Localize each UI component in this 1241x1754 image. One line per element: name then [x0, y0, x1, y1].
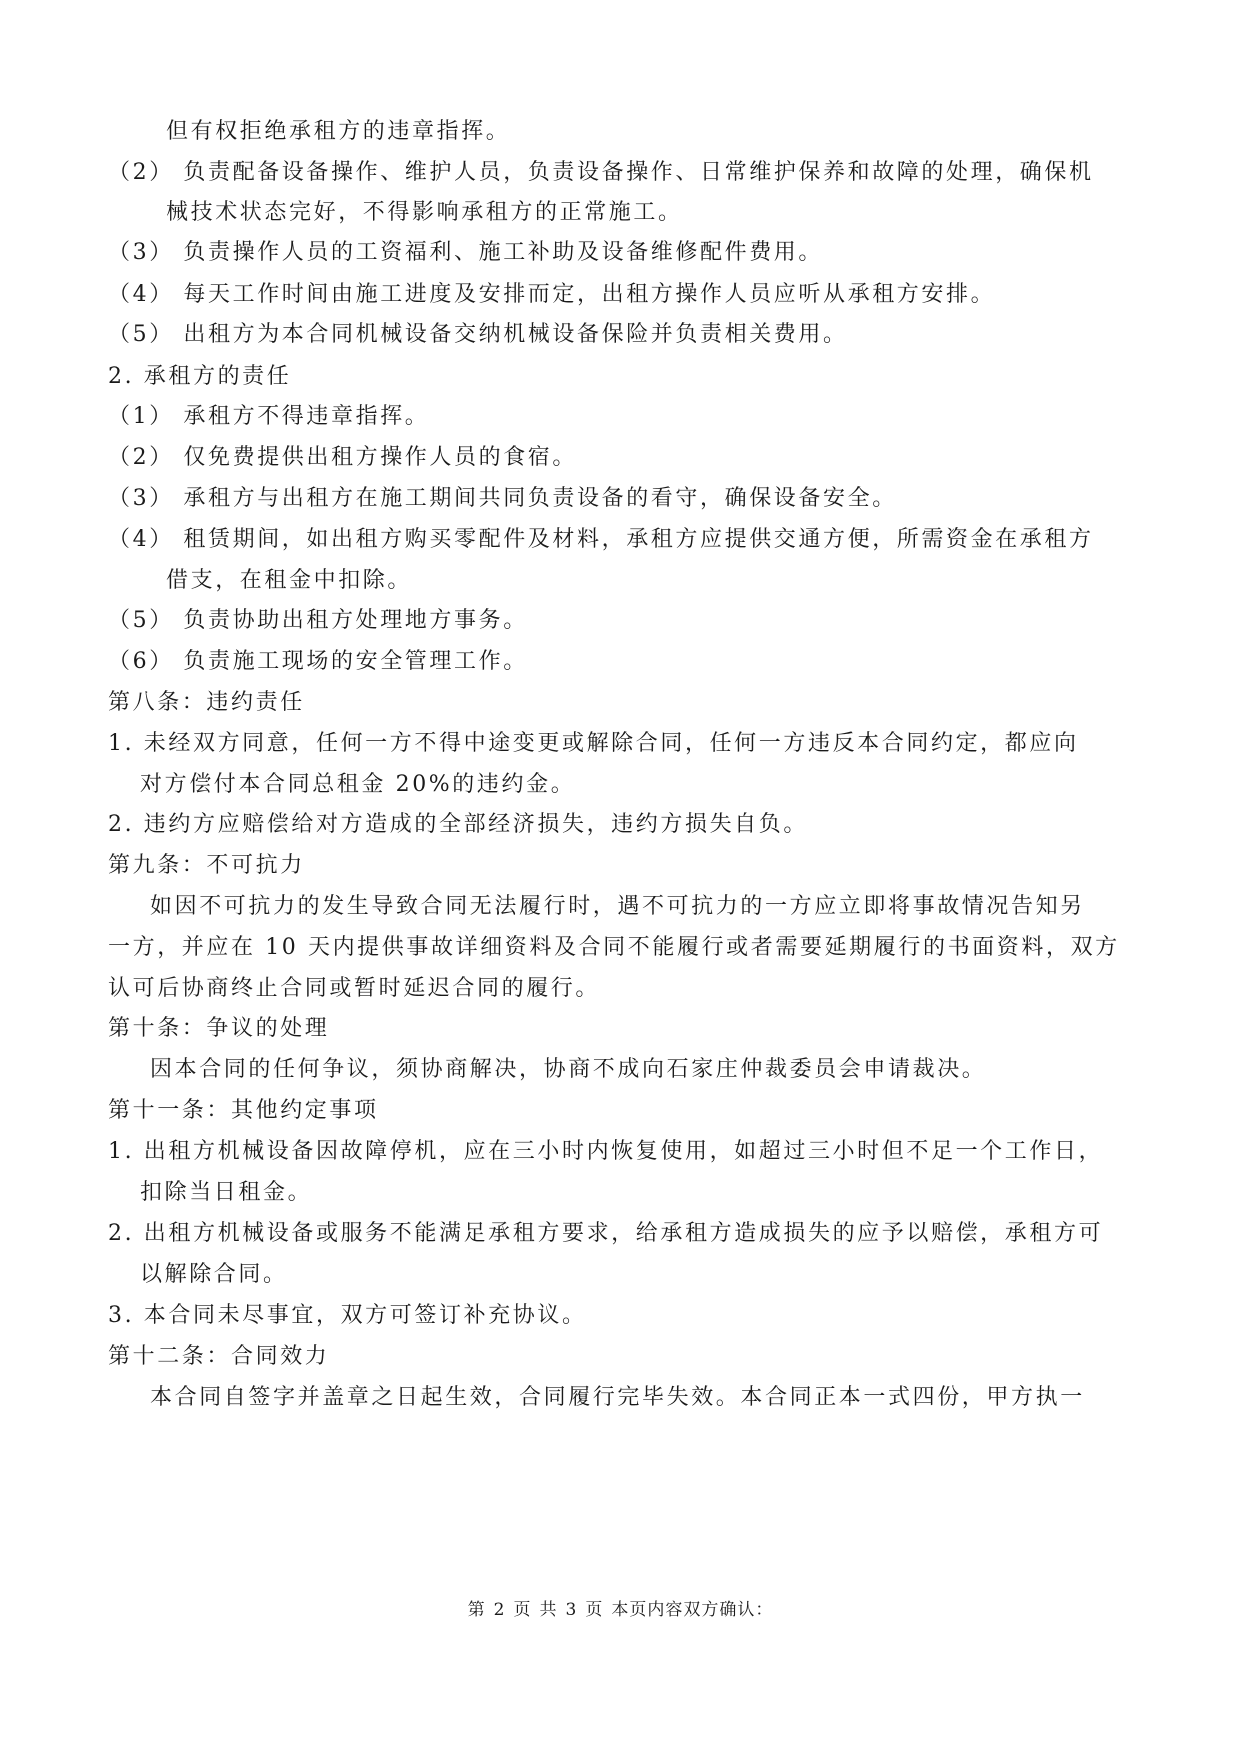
clause-item: （4） 租赁期间，如出租方购买零配件及材料，承租方应提供交通方便，所需资金在承租方	[108, 527, 1094, 552]
page-footer	[0, 1598, 1241, 1622]
footer-page-number: 2	[493, 1600, 506, 1620]
clause-item: （3） 负责操作人员的工资福利、施工补助及设备维修配件费用。	[108, 240, 823, 265]
clause-item: 1. 未经双方同意，任何一方不得中途变更或解除合同，任何一方违反本合同约定，都应向	[108, 731, 1079, 756]
clause-item: 2. 出租方机械设备或服务不能满足承租方要求，给承租方造成损失的应予以赔偿，承租方可	[108, 1221, 1104, 1246]
footer-total-unit: 页	[585, 1600, 604, 1620]
clause-item: （5） 负责协助出租方处理地方事务。	[108, 608, 528, 633]
article-heading: 第十二条：合同效力	[108, 1344, 330, 1369]
footer-confirm-text: 本页内容双方确认：	[611, 1600, 774, 1620]
paragraph-line: 认可后协商终止合同或暂时延迟合同的履行。	[108, 976, 601, 1001]
clause-item: （4） 每天工作时间由施工进度及安排而定，出租方操作人员应听从承租方安排。	[108, 282, 996, 307]
clause-item: （1） 承租方不得违章指挥。	[108, 404, 430, 429]
paragraph-line: 本合同自签字并盖章之日起生效，合同履行完毕失效。本合同正本一式四份，甲方执一	[150, 1385, 1085, 1410]
clause-item: （6） 负责施工现场的安全管理工作。	[108, 649, 528, 674]
clause-item: （5） 出租方为本合同机械设备交纳机械设备保险并负责相关费用。	[108, 322, 848, 347]
article-heading: 第八条：违约责任	[108, 690, 305, 715]
article-heading: 第十一条：其他约定事项	[108, 1098, 379, 1123]
paragraph-line: 一方，并应在 10 天内提供事故详细资料及合同不能履行或者需要延期履行的书面资料，双方	[108, 935, 1120, 960]
body-line: 械技术状态完好，不得影响承租方的正常施工。	[166, 200, 683, 225]
footer-total-word: 共	[539, 1600, 558, 1620]
section-subheading: 2. 承租方的责任	[108, 364, 292, 389]
footer-total-pages: 3	[565, 1600, 578, 1620]
clause-item: （2） 仅免费提供出租方操作人员的食宿。	[108, 445, 577, 470]
paragraph-line: 因本合同的任何争议，须协商解决，协商不成向石家庄仲裁委员会申请裁决。	[150, 1057, 987, 1082]
article-heading: 第十条：争议的处理	[108, 1016, 330, 1041]
paragraph-line: 如因不可抗力的发生导致合同无法履行时，遇不可抗力的一方应立即将事故情况告知另	[150, 894, 1085, 919]
footer-page-unit: 页	[513, 1600, 532, 1620]
body-line: 以解除合同。	[140, 1262, 288, 1287]
body-line: 但有权拒绝承租方的违章指挥。	[166, 119, 511, 144]
clause-item: （3） 承租方与出租方在施工期间共同负责设备的看守，确保设备安全。	[108, 486, 897, 511]
clause-item: 2. 违约方应赔偿给对方造成的全部经济损失，违约方损失自负。	[108, 812, 808, 837]
article-heading: 第九条：不可抗力	[108, 853, 305, 878]
body-line: 对方偿付本合同总租金 20%的违约金。	[140, 772, 576, 797]
footer-page-word: 第	[467, 1600, 486, 1620]
body-line: 借支，在租金中扣除。	[166, 568, 413, 593]
clause-item: 3. 本合同未尽事宜，双方可签订补充协议。	[108, 1303, 587, 1328]
clause-item: 1. 出租方机械设备因故障停机，应在三小时内恢复使用，如超过三小时但不足一个工作日，	[108, 1139, 1104, 1164]
body-line: 扣除当日租金。	[140, 1180, 313, 1205]
clause-item: （2） 负责配备设备操作、维护人员，负责设备操作、日常维护保养和故障的处理，确保机	[108, 160, 1094, 185]
